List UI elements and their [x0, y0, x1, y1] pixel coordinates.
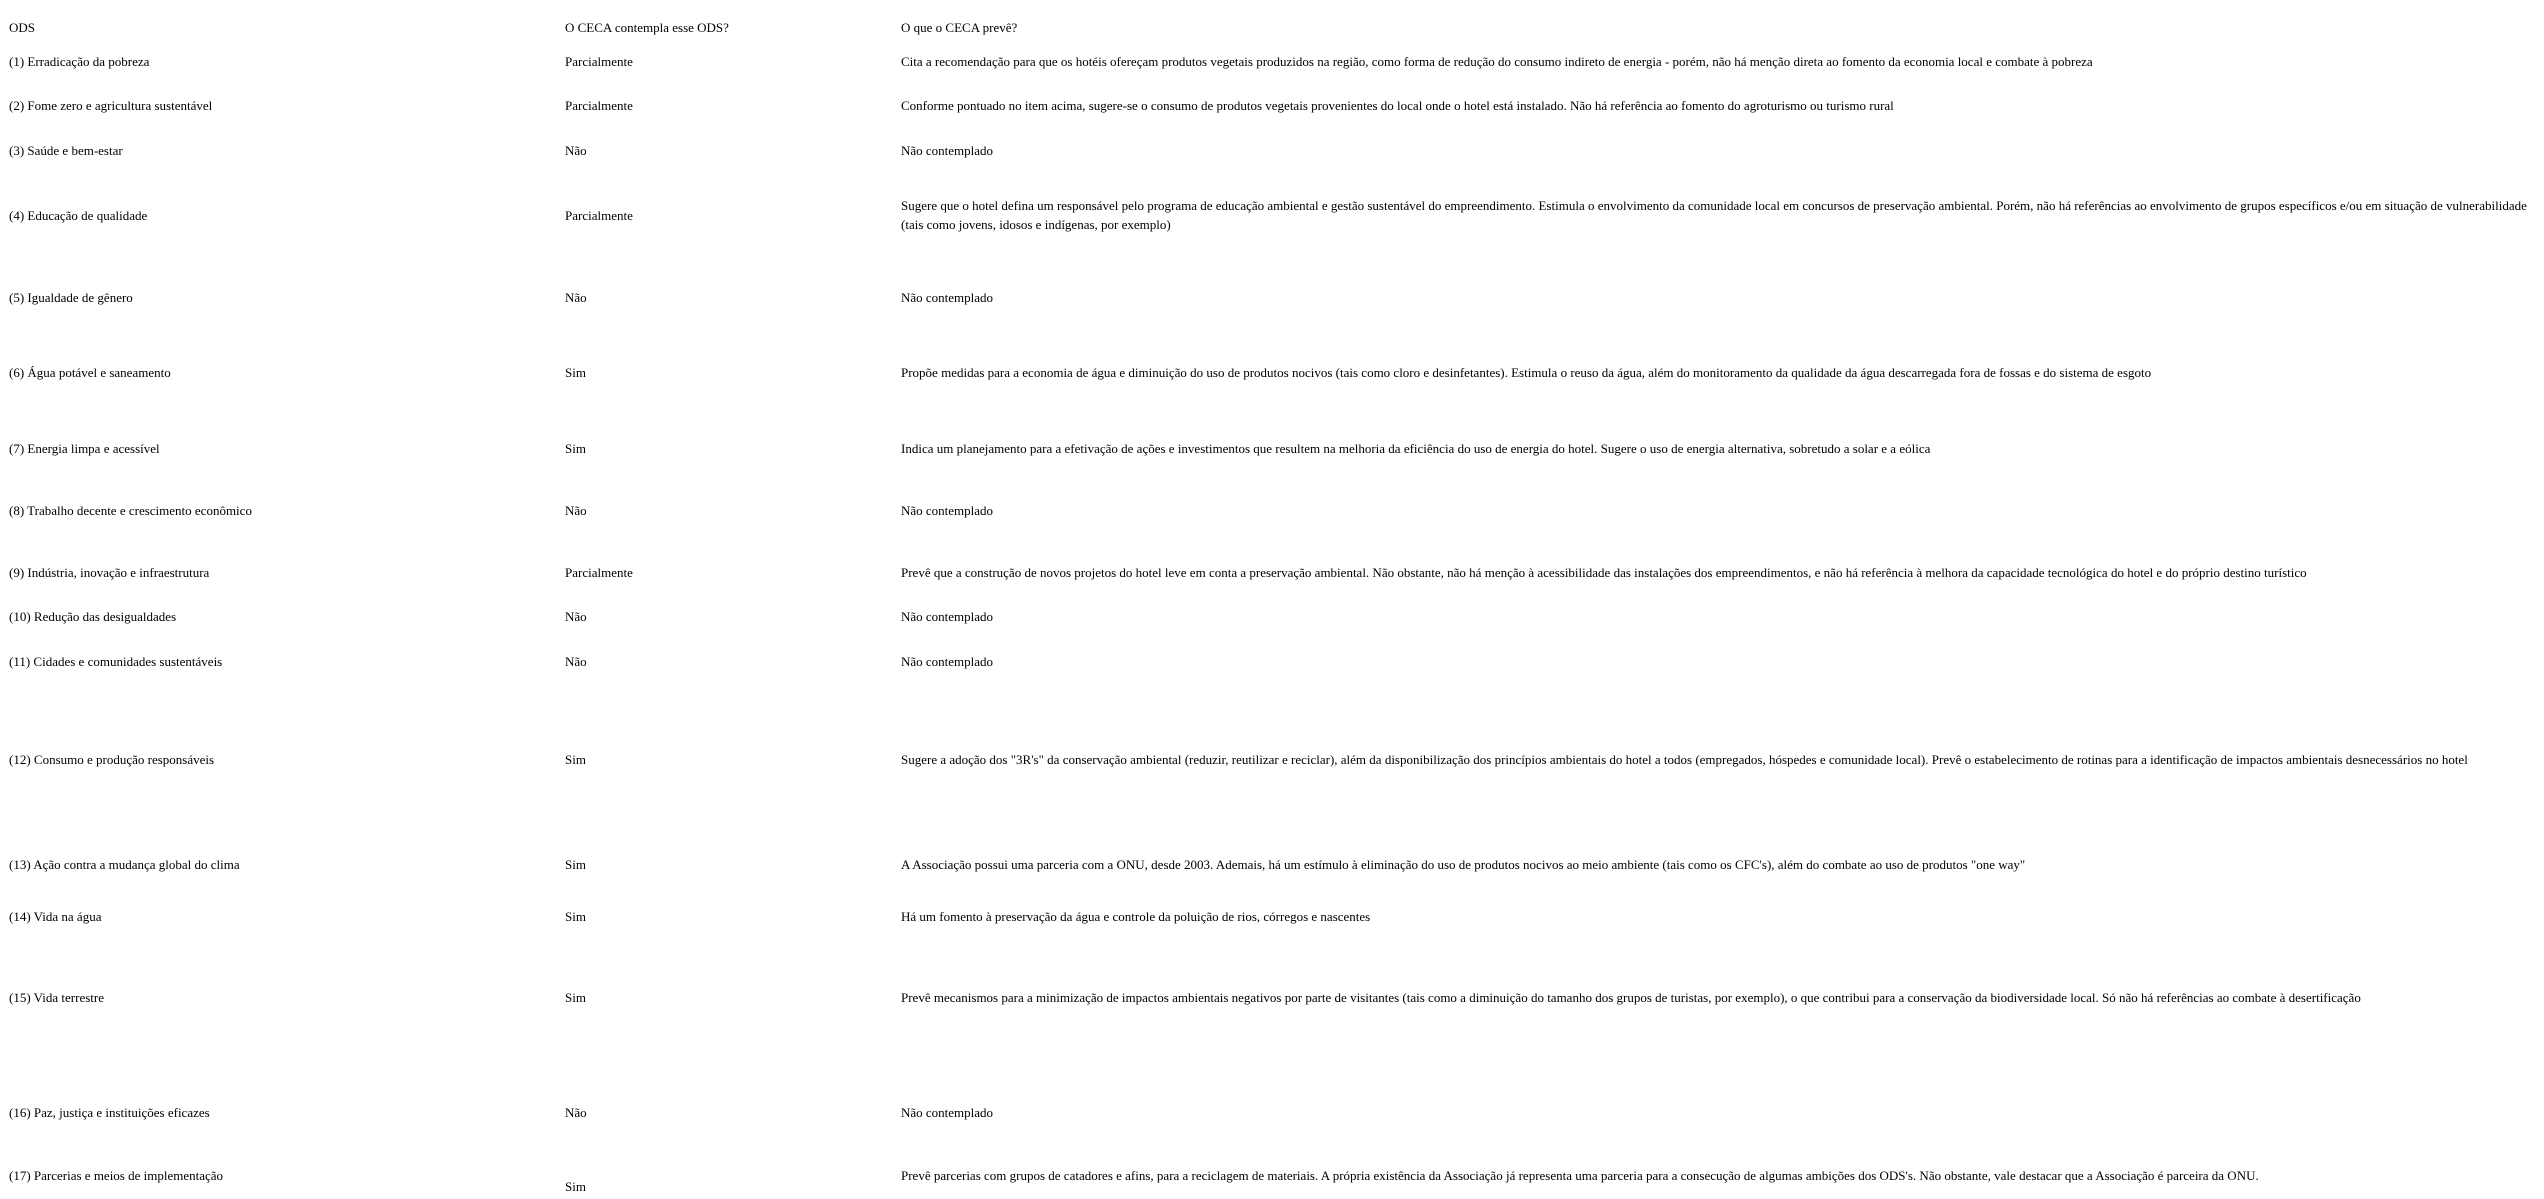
- table-row: [0, 1166, 2544, 1196]
- table-row: [0, 50, 2544, 72]
- description-cell: A Associação possui uma parceria com a ONU, desde 2003. Ademais, há um estímulo à eliminação do uso de produtos nocivos ao meio ambiente (tais como os CFC's), além do combate ao uso de produtos "one way": [901, 856, 2026, 872]
- ods-cell: (7) Energia limpa e acessível: [9, 440, 160, 456]
- table-row: [0, 561, 2544, 583]
- status-cell: Sim: [565, 364, 586, 380]
- table-header-row: [0, 16, 2544, 38]
- ods-cell: (12) Consumo e produção responsáveis: [9, 751, 215, 767]
- description-cell: Indica um planejamento para a efetivação de ações e investimentos que resultem na melhoria da eficiência do uso de energia do hotel. Sugere o uso de energia alternativa, sobretudo a solar e a eólica: [901, 440, 1931, 456]
- ods-cell: (17) Parcerias e meios de implementação: [9, 1168, 224, 1183]
- table-row: [0, 499, 2544, 521]
- status-cell: Sim: [565, 1179, 586, 1194]
- ods-cell: (13) Ação contra a mudança global do clima: [9, 856, 240, 872]
- ods-cell: (6) Água potável e saneamento: [9, 364, 171, 380]
- table-row: [0, 605, 2544, 627]
- header-preve: O que o CECA prevê?: [901, 19, 1018, 35]
- description-cell: Não contemplado: [901, 142, 994, 158]
- status-cell: Sim: [565, 908, 586, 924]
- status-cell: Parcialmente: [565, 564, 633, 580]
- ods-cell: (5) Igualdade de gênero: [9, 289, 133, 305]
- status-cell: Parcialmente: [565, 53, 633, 69]
- table-row: [0, 736, 2544, 782]
- description-cell: Não contemplado: [901, 653, 994, 669]
- status-cell: Não: [565, 608, 587, 624]
- header-contempla: O CECA contempla esse ODS?: [565, 19, 729, 35]
- status-cell: Parcialmente: [565, 97, 633, 113]
- status-cell: Não: [565, 653, 587, 669]
- ods-cell: (1) Erradicação da pobreza: [9, 53, 150, 69]
- ods-cell: (3) Saúde e bem-estar: [9, 142, 123, 158]
- description-cell: Propõe medidas para a economia de água e diminuição do uso de produtos nocivos (tais como cloro e desinfetantes). Estimula o reuso da água, além do monitoramento da qualidade da água descarregada fora de fossas e do sistema de esgoto: [901, 364, 2152, 380]
- table-row: [0, 192, 2544, 238]
- status-cell: Não: [565, 1104, 587, 1120]
- description-cell: Prevê parcerias com grupos de catadores e afins, para a reciclagem de materiais. A própria existência da Associação já representa uma parceria para a consecução de algumas ambições dos ODS's. Não obstante, vale destacar que a Associação é parceira da ONU.: [901, 1168, 2259, 1183]
- ods-cell: (4) Educação de qualidade: [9, 207, 148, 223]
- ods-cell: (11) Cidades e comunidades sustentáveis: [9, 653, 223, 669]
- table-row: [0, 1101, 2544, 1123]
- description-cell: Não contemplado: [901, 289, 994, 305]
- description-cell: Sugere que o hotel defina um responsável pelo programa de educação ambiental e gestão sustentável do empreendimento. Estimula o envolvimento da comunidade local em concursos de preservação ambiental. Porém, não há referências ao envolvimento de grupos específicos e/ou em situação de vulnerabilidade (tais como jovens, idosos e indígenas, por exemplo): [901, 198, 2527, 232]
- table-row: [0, 361, 2544, 383]
- table-row: [0, 650, 2544, 672]
- ods-cell: (15) Vida terrestre: [9, 989, 104, 1005]
- description-cell: Não contemplado: [901, 1104, 994, 1120]
- status-cell: Sim: [565, 856, 586, 872]
- description-cell: Há um fomento à preservação da água e controle da poluição de rios, córregos e nascentes: [901, 908, 1371, 924]
- ods-cell: (10) Redução das desigualdades: [9, 608, 177, 624]
- table-row: [0, 986, 2544, 1008]
- ods-cell: (8) Trabalho decente e crescimento econômico: [9, 502, 252, 518]
- status-cell: Sim: [565, 751, 586, 767]
- description-cell: Prevê que a construção de novos projetos do hotel leve em conta a preservação ambiental. Não obstante, não há menção à acessibilidade das instalações dos empreendimentos, e não há referência à melhora da capacidade tecnológica do hotel e do próprio destino turístico: [901, 564, 2307, 580]
- table-row: [0, 437, 2544, 459]
- description-cell: Não contemplado: [901, 502, 994, 518]
- description-cell: Não contemplado: [901, 608, 994, 624]
- status-cell: Parcialmente: [565, 207, 633, 223]
- description-cell: Sugere a adoção dos "3R's" da conservação ambiental (reduzir, reutilizar e reciclar), além da disponibilização dos princípios ambientais do hotel a todos (empregados, hóspedes e comunidade local). Prevê o estabelecimento de rotinas para a identificação de impactos ambientais desnecessários no hotel: [901, 751, 2468, 767]
- ods-cell: (2) Fome zero e agricultura sustentável: [9, 97, 213, 113]
- description-cell: Cita a recomendação para que os hotéis ofereçam produtos vegetais produzidos na região, como forma de redução do consumo indireto de energia - porém, não há menção direta ao fomento da economia local e combate à pobreza: [901, 53, 2093, 69]
- status-cell: Não: [565, 502, 587, 518]
- status-cell: Não: [565, 289, 587, 305]
- description-cell: Prevê mecanismos para a minimização de impactos ambientais negativos por parte de visitantes (tais como a diminuição do tamanho dos grupos de turistas, por exemplo), o que contribui para a conservação da biodiversidade local. Só não há referências ao combate à desertificação: [901, 989, 2361, 1005]
- table-row: [0, 853, 2544, 875]
- table-row: [0, 905, 2544, 927]
- status-cell: Não: [565, 142, 587, 158]
- ods-cell: (16) Paz, justiça e instituições eficazes: [9, 1104, 210, 1120]
- table-row: [0, 139, 2544, 161]
- table-row: [0, 286, 2544, 308]
- description-cell: Conforme pontuado no item acima, sugere-se o consumo de produtos vegetais provenientes do local onde o hotel está instalado. Não há referência ao fomento do agroturismo ou turismo rural: [901, 97, 1894, 113]
- table-row: [0, 94, 2544, 116]
- ods-cell: (9) Indústria, inovação e infraestrutura: [9, 564, 210, 580]
- status-cell: Sim: [565, 440, 586, 456]
- header-ods: ODS: [9, 19, 36, 35]
- ods-cell: (14) Vida na água: [9, 908, 102, 924]
- status-cell: Sim: [565, 989, 586, 1005]
